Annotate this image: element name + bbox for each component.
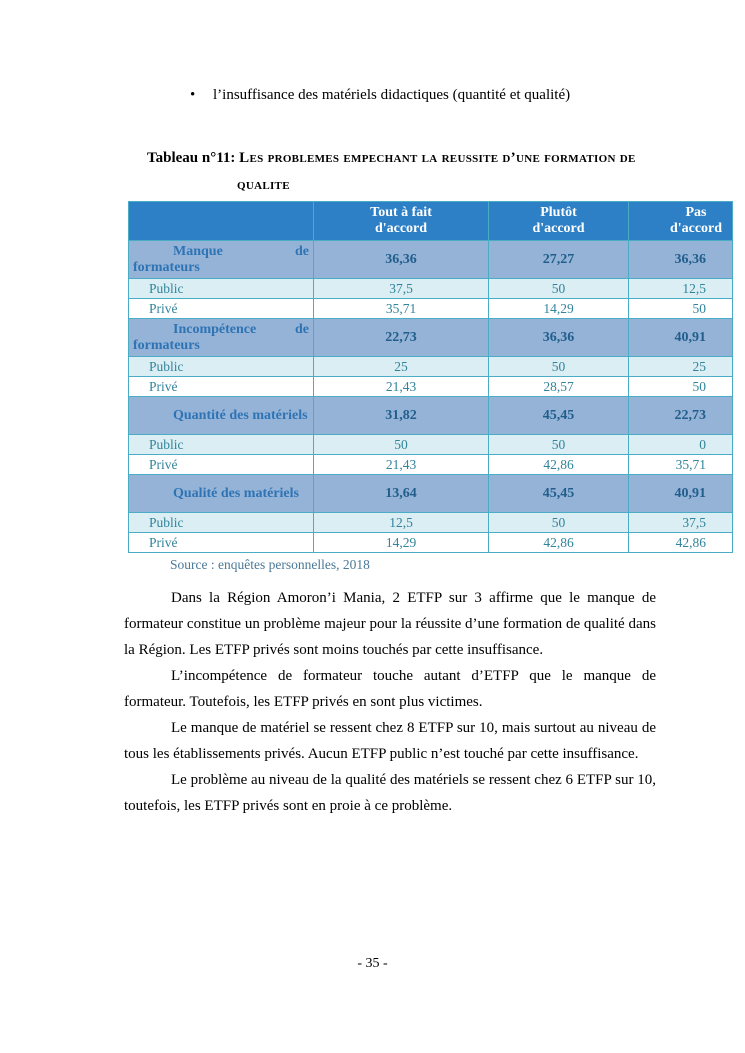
value-cell: 31,82 — [314, 397, 489, 435]
value-cell: 21,43 — [314, 377, 489, 397]
paragraph-1: Dans la Région Amoron’i Mania, 2 ETFP sur 3 affirme que le manque de formateur constitue un problème majeur pour la réussite d’une formation de qualité dans la Région. Les ETFP privés sont moins touchés par cette insuffisance. — [124, 590, 656, 658]
table-row-category — [129, 241, 733, 279]
data-table — [128, 201, 733, 553]
value-cell: 36,36 — [489, 319, 629, 357]
bullet-text: l’insuffisance des matériels didactiques (quantité et qualité) — [213, 87, 571, 103]
value-cell: 35,71 — [314, 299, 489, 319]
value-cell: 50 — [629, 377, 733, 397]
table-row-public — [129, 357, 733, 377]
value-cell: 28,57 — [489, 377, 629, 397]
caption-title-line1: Les problemes empechant la reussite d’une formation de — [239, 150, 636, 166]
value-cell: 21,43 — [314, 455, 489, 475]
caption-title-line2: qualite — [237, 177, 290, 193]
bullet-item — [190, 86, 745, 105]
table-row-public — [129, 435, 733, 455]
value-cell: 0 — [629, 435, 733, 455]
value-cell: 45,45 — [489, 397, 629, 435]
value-cell: 36,36 — [314, 241, 489, 279]
caption-label: Tableau n°11: — [147, 150, 236, 166]
value-cell: 40,91 — [629, 475, 733, 513]
subrow-label: Public — [129, 279, 314, 299]
table-row-prive — [129, 533, 733, 553]
column-header-pas: Pas d'accord — [629, 202, 733, 241]
value-cell: 42,86 — [629, 533, 733, 553]
subrow-label: Privé — [129, 299, 314, 319]
category-label: Qualité des matériels — [129, 475, 314, 513]
category-label: Manque de formateurs — [129, 241, 314, 279]
value-cell: 13,64 — [314, 475, 489, 513]
subrow-label: Privé — [129, 455, 314, 475]
value-cell: 40,91 — [629, 319, 733, 357]
table-row-prive — [129, 299, 733, 319]
value-cell: 45,45 — [489, 475, 629, 513]
body-text — [124, 585, 656, 819]
value-cell: 22,73 — [314, 319, 489, 357]
paragraph-3: Le manque de matériel se ressent chez 8 ETFP sur 10, mais surtout au niveau de tous les établissements privés. Aucun ETFP public n’est touché par cette insuffisance. — [124, 720, 656, 762]
value-cell: 50 — [489, 357, 629, 377]
value-cell: 42,86 — [489, 455, 629, 475]
value-cell: 50 — [489, 279, 629, 299]
value-cell: 25 — [629, 357, 733, 377]
value-cell: 12,5 — [314, 513, 489, 533]
subrow-label: Public — [129, 357, 314, 377]
table-row-public — [129, 513, 733, 533]
category-label: Quantité des matériels — [129, 397, 314, 435]
value-cell: 50 — [314, 435, 489, 455]
value-cell: 37,5 — [629, 513, 733, 533]
subrow-label: Privé — [129, 533, 314, 553]
value-cell: 50 — [629, 299, 733, 319]
value-cell: 12,5 — [629, 279, 733, 299]
table-row-category — [129, 397, 733, 435]
table-header-row — [129, 202, 733, 241]
value-cell: 14,29 — [314, 533, 489, 553]
value-cell: 35,71 — [629, 455, 733, 475]
subrow-label: Privé — [129, 377, 314, 397]
value-cell: 42,86 — [489, 533, 629, 553]
bullet-marker: • — [190, 87, 196, 103]
column-header-plutot: Plutôt d'accord — [489, 202, 629, 241]
value-cell: 50 — [489, 435, 629, 455]
value-cell: 37,5 — [314, 279, 489, 299]
value-cell: 14,29 — [489, 299, 629, 319]
category-label: Incompétence de formateurs — [129, 319, 314, 357]
table-header-empty — [129, 202, 314, 241]
value-cell: 22,73 — [629, 397, 733, 435]
value-cell: 25 — [314, 357, 489, 377]
value-cell: 27,27 — [489, 241, 629, 279]
value-cell: 50 — [489, 513, 629, 533]
table-row-public — [129, 279, 733, 299]
subrow-label: Public — [129, 513, 314, 533]
source-note: Source : enquêtes personnelles, 2018 — [170, 557, 370, 572]
subrow-label: Public — [129, 435, 314, 455]
table-row-prive — [129, 455, 733, 475]
value-cell: 36,36 — [629, 241, 733, 279]
table-row-prive — [129, 377, 733, 397]
table-row-category — [129, 475, 733, 513]
page-number: - 35 - — [357, 956, 388, 971]
paragraph-2: L’incompétence de formateur touche autant d’ETFP que le manque de formateur. Toutefois, les ETFP privés en sont plus victimes. — [124, 668, 656, 710]
paragraph-4: Le problème au niveau de la qualité des matériels se ressent chez 6 ETFP sur 10, toutefois, les ETFP privés sont en proie à ce problème. — [124, 772, 656, 814]
column-header-tout-a-fait: Tout à fait d'accord — [314, 202, 489, 241]
table-caption — [147, 145, 745, 199]
table-row-category — [129, 319, 733, 357]
